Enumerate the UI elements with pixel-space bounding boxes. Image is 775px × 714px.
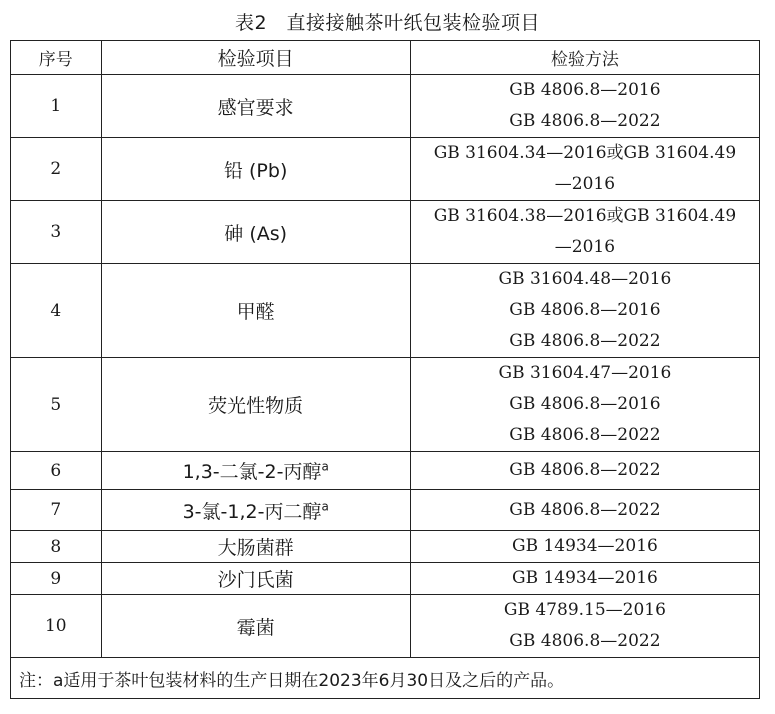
cell-inspection-item [101, 490, 410, 531]
cell-inspection-method [410, 201, 759, 264]
cell-inspection-method [410, 490, 759, 531]
cell-inspection-method [410, 452, 759, 490]
method-standard: —2016 [554, 237, 616, 257]
cell-inspection-method [410, 264, 759, 358]
inspection-item-label: 甲醛 [236, 301, 275, 323]
method-standard: GB 4806.8—2016 [509, 300, 661, 320]
method-standard: GB 31604.34—2016或GB 31604.49 [433, 143, 737, 163]
footnote-marker: a [321, 459, 329, 474]
cell-inspection-item [101, 563, 410, 595]
inspection-item-label: 荧光性物质 [208, 395, 304, 417]
method-standard: GB 4806.8—2016 [509, 394, 661, 414]
method-standard: GB 31604.47—2016 [498, 363, 672, 383]
header-inspection-item: 检验项目 [101, 41, 410, 75]
cell-inspection-item [101, 531, 410, 563]
cell-serial-number: 2 [11, 138, 102, 201]
inspection-item-label: 霉菌 [236, 616, 275, 639]
table-row [11, 452, 760, 490]
method-standard: GB 4806.8—2022 [509, 460, 661, 480]
cell-inspection-method [410, 595, 759, 658]
table-header-row [11, 41, 760, 75]
table-row [11, 531, 760, 563]
cell-serial-number: 6 [11, 452, 102, 490]
header-serial-number: 序号 [11, 41, 102, 75]
cell-inspection-method [410, 358, 759, 452]
footnote-marker: a [321, 499, 329, 514]
cell-inspection-item [101, 264, 410, 358]
method-standard: GB 31604.48—2016 [498, 269, 672, 289]
table-row [11, 563, 760, 595]
cell-inspection-item [101, 201, 410, 264]
inspection-item-label: 铅 (Pb) [223, 159, 288, 182]
inspection-table [10, 40, 760, 699]
cell-serial-number: 10 [11, 595, 102, 658]
inspection-item-label: 砷 (As) [224, 222, 288, 245]
cell-serial-number: 8 [11, 531, 102, 563]
cell-inspection-item [101, 358, 410, 452]
inspection-item-label: 感官要求 [217, 96, 294, 119]
cell-serial-number: 5 [11, 358, 102, 452]
method-standard: GB 4806.8—2022 [509, 331, 661, 351]
method-standard: GB 4806.8—2022 [509, 631, 661, 651]
cell-inspection-method [410, 563, 759, 595]
cell-inspection-method [410, 531, 759, 563]
note-row [11, 658, 760, 699]
cell-serial-number: 7 [11, 490, 102, 531]
table-row [11, 201, 760, 264]
method-standard: GB 14934—2016 [512, 536, 658, 556]
cell-inspection-method [410, 138, 759, 201]
method-standard: GB 14934—2016 [512, 568, 658, 588]
table-caption: 表2 直接接触茶叶纸包装检验项目 [234, 12, 541, 34]
table-note: 注：a适用于茶叶包装材料的生产日期在2023年6月30日及之后的产品。 [11, 658, 760, 699]
method-standard: GB 4806.8—2022 [509, 425, 661, 445]
inspection-item-label: 沙门氏菌 [217, 569, 294, 591]
table-row [11, 264, 760, 358]
cell-inspection-item [101, 452, 410, 490]
cell-serial-number: 4 [11, 264, 102, 358]
cell-inspection-item [101, 138, 410, 201]
method-standard: —2016 [554, 174, 616, 194]
header-inspection-method: 检验方法 [410, 41, 759, 75]
cell-inspection-method [410, 75, 759, 138]
table-row [11, 490, 760, 531]
table-row [11, 358, 760, 452]
method-standard: GB 31604.38—2016或GB 31604.49 [433, 206, 737, 226]
inspection-item-label: 1,3-二氯-2-丙醇 [182, 461, 322, 483]
cell-serial-number: 9 [11, 563, 102, 595]
method-standard: GB 4789.15—2016 [503, 600, 666, 620]
cell-inspection-item [101, 75, 410, 138]
table-row [11, 595, 760, 658]
table-row [11, 75, 760, 138]
inspection-item-label: 3-氯-1,2-丙二醇 [182, 500, 322, 523]
cell-serial-number: 1 [11, 75, 102, 138]
table-row [11, 138, 760, 201]
method-standard: GB 4806.8—2016 [509, 80, 661, 100]
inspection-item-label: 大肠菌群 [217, 537, 294, 559]
cell-serial-number: 3 [11, 201, 102, 264]
cell-inspection-item [101, 595, 410, 658]
method-standard: GB 4806.8—2022 [509, 111, 661, 131]
method-standard: GB 4806.8—2022 [509, 499, 661, 520]
